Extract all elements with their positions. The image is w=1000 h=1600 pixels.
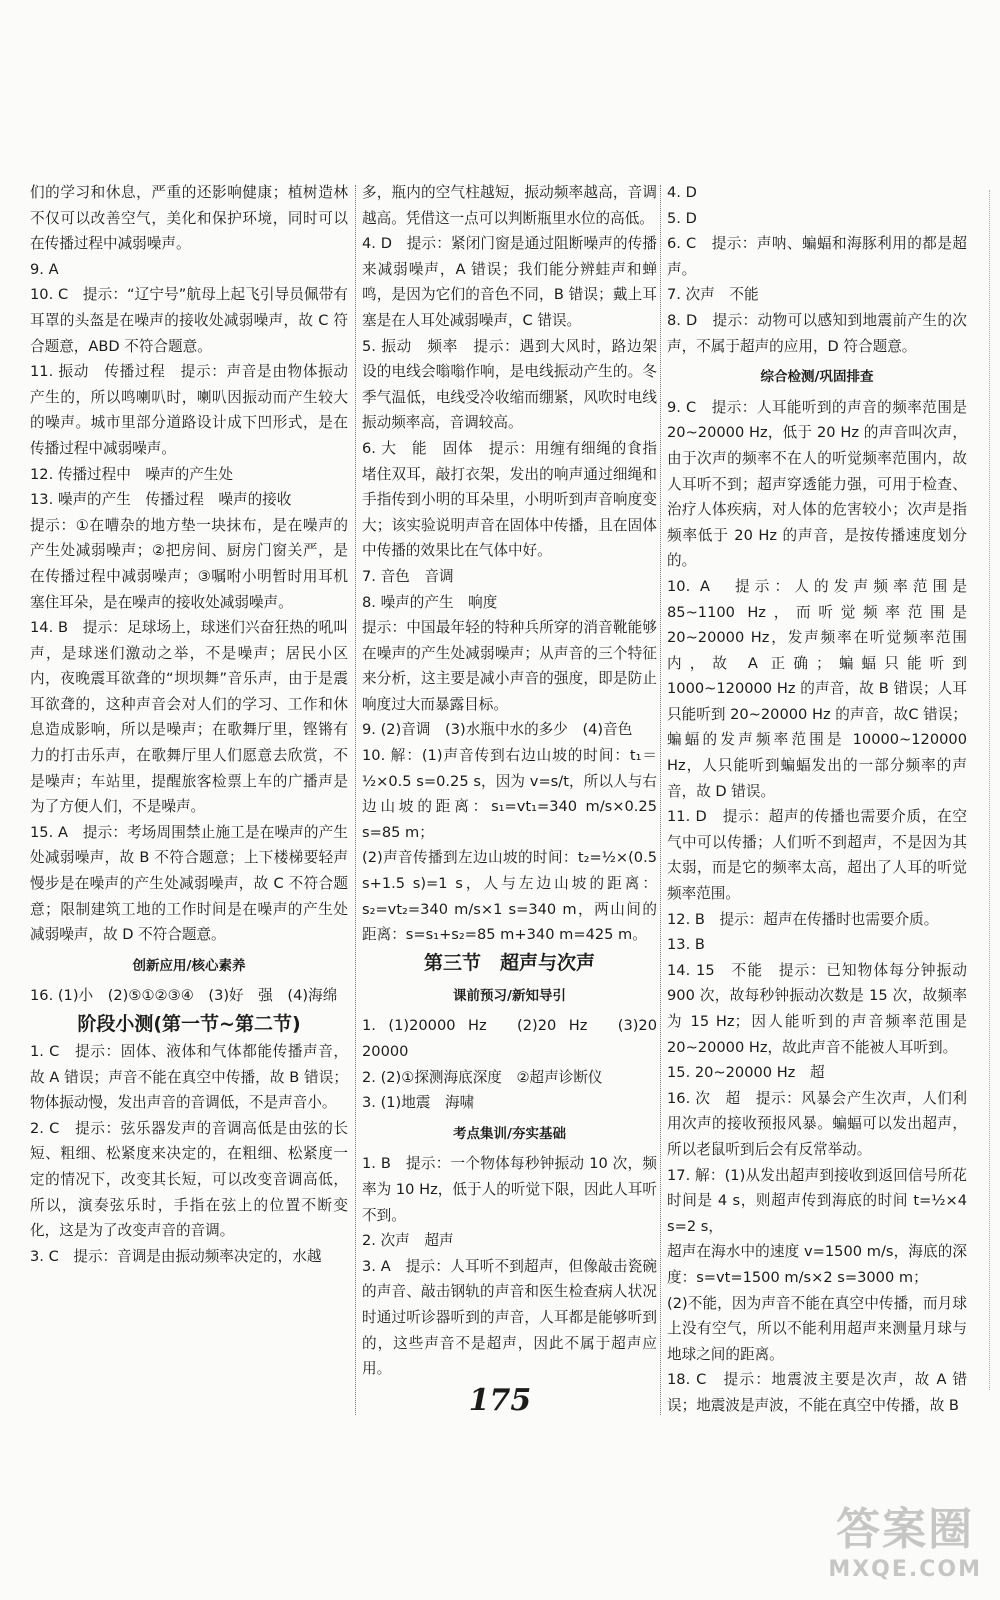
answer-text: 3. A 提示：人耳听不到超声，但像敲击瓷碗的声音、敲击钢轨的声音和医生检查病人状况时通过听诊器听到的声音，人耳都是能够听到的，这些声音不是超声，因此不属于超声应用。: [362, 1257, 657, 1378]
answer-text: 8. D 提示：动物可以感知到地震前产生的次声，不属于超声的应用，D 符合题意。: [667, 311, 967, 355]
chapter-heading: 第三节 超声与次声: [423, 951, 595, 974]
answer-text: 16. 次 超 提示：风暴会产生次声，人们利用次声的接收预报风暴。蝙蝠可以发出超声，所以老鼠听到后会有反常举动。: [667, 1089, 967, 1158]
answer-text: 14. 15 不能 提示：已知物体每分钟振动 900 次，故每秒钟振动次数是 15 次，故频率为 15 Hz；因人能听到的声音频率范围是 20~20000 Hz，故此声音不能被人耳听到。: [667, 961, 967, 1056]
answer-text: 16. (1)小 (2)⑤①②③④ (3)好 强 (4)海绵: [30, 987, 338, 1005]
answer-text: 超声在海水中的速度 v=1500 m/s，海底的深度：s=vt=1500 m/s×2 s=3000 m；: [667, 1243, 967, 1286]
answer-text: (2)不能，因为声音不能在真空中传播，而月球上没有空气，所以不能利用超声来测量月球与地球之间的距离。: [667, 1294, 967, 1363]
section-heading: 考点集训/夯实基础: [453, 1125, 566, 1142]
answer-text: 15. A 提示：考场周围禁止施工是在噪声的产生处减弱噪声，故 B 不符合题意；上下楼梯要轻声慢步是在噪声的产生处减弱噪声，故 C 不符合题意；限制建筑工地的工作时间是在噪声的产生处减弱噪声，故 D 不符合题意。: [30, 823, 348, 944]
answer-text: 13. B: [667, 936, 705, 954]
answer-text: 6. C 提示：声呐、蝙蝠和海豚利用的都是超声。: [667, 235, 967, 278]
answer-column-left: [30, 180, 348, 1269]
answer-text: 1. C 提示：固体、液体和气体都能传播声音，故 A 错误；声音不能在真空中传播，故 B 错误；物体振动慢，发出声音的音调低，不是声音小。: [30, 1043, 348, 1112]
answer-text: 5. 振动 频率 提示：遇到大风时，路边架设的电线会嗡嗡作响，是电线振动产生的。冬季气温低，电线受冷收缩而绷紧，风吹时电线振动频率高，音调较高。: [362, 337, 657, 432]
answer-text: 2. 次声 超声: [362, 1232, 454, 1250]
answer-text: 多，瓶内的空气柱越短，振动频率越高，音调越高。凭借这一点可以判断瓶里水位的高低。: [362, 184, 657, 227]
answer-text: 11. 振动 传播过程 提示：声音是由物体振动产生的，所以鸣喇叭时，喇叭因振动而产生较大的噪声。城市里部分道路设计成下凹形式，是在传播过程中减弱噪声。: [30, 363, 348, 457]
column-divider: [660, 185, 661, 1415]
answer-text: 14. B 提示：足球场上，球迷们兴奋狂热的吼叫声，是球迷们激动之举，不是噪声；居民小区内，夜晚震耳欲聋的“坝坝舞”音乐声，由于是震耳欲聋的，这种声音会对人们的学习、工作和休息造成影响，所以是噪声；在歌舞厅里，铿锵有力的打击乐声，在歌舞厅里人们愿意去欣赏，不是噪声；车站里，提醒旅客检票上车的广播声是为了方便人们，不是噪声。: [30, 619, 348, 816]
answer-text: 4. D 提示：紧闭门窗是通过阻断噪声的传播来减弱噪声，A 错误；我们能分辨蛙声和蝉鸣，是因为它们的音色不同，B 错误；戴上耳塞是在人耳处减弱噪声，C 错误。: [362, 235, 657, 329]
answer-text: 提示：中国最年轻的特种兵所穿的消音靴能够在噪声的产生处减弱噪声；从声音的三个特征来分析，这主要是减小声音的强度，即是防止响度过大而暴露目标。: [362, 619, 657, 713]
answer-text: 15. 20~20000 Hz 超: [667, 1064, 825, 1082]
answer-text: 们的学习和休息，严重的还影响健康；植树造林不仅可以改善空气，美化和保护环境，同时可以在传播过程中减弱噪声。: [30, 184, 348, 253]
answer-text: 11. D 提示：超声的传播也需要介质，在空气中可以传播；人们听不到超声，不是因为其太弱，而是它的频率太高，超出了人耳的听觉频率范围。: [667, 808, 967, 903]
answer-text: 2. C 提示：弦乐器发声的音调高低是由弦的长短、粗细、松紧度来决定的，在粗细、松紧度一定的情况下，改变其长短，可以改变音调高低，所以，演奏弦乐时，手指在弦上的位置不断变化，这是为了改变声音的音调。: [30, 1119, 348, 1240]
answer-text: (2)声音传播到左边山坡的时间：t₂=½×(0.5 s+1.5 s)=1 s，人与左边山坡的距离：s₂=vt₂=340 m/s×1 s=340 m，两山间的距离：s=s₁+s₂=85 m+340 m=425 m。: [362, 849, 657, 944]
page-edge: [989, 190, 998, 1390]
answer-text: 1. (1)20000 Hz (2)20 Hz (3)20 20000: [362, 1017, 672, 1060]
watermark-text: 答案圈: [836, 1504, 975, 1555]
answer-text: 1. B 提示：一个物体每秒钟振动 10 次，频率为 10 Hz，低于人的听觉下限，因此人耳听不到。: [362, 1155, 657, 1224]
answer-text: 3. (1)地震 海啸: [362, 1094, 475, 1112]
answer-text: 9. (2)音调 (3)水瓶中水的多少 (4)音色: [362, 721, 633, 739]
answer-text: 10. C 提示：“辽宁号”航母上起飞引导员佩带有耳罩的头盔是在噪声的接收处减弱噪声，故 C 符合题意，ABD 不符合题意。: [30, 286, 348, 355]
answer-text: 10. 解：(1)声音传到右边山坡的时间：t₁＝½×0.5 s=0.25 s，因为 v=s/t，所以人与右边山坡的距离：s₁=vt₁=340 m/s×0.25 s=85 m；: [362, 747, 657, 841]
answer-text: 7. 音色 音调: [362, 567, 454, 585]
answer-text: 9. A: [30, 260, 59, 278]
answer-column-right: [667, 180, 967, 1419]
section-heading: 创新应用/核心素养: [132, 957, 246, 974]
answer-text: 8. 噪声的产生 响度: [362, 593, 498, 611]
section-heading: 综合检测/巩固排查: [760, 369, 874, 386]
answer-text: 12. B 提示：超声在传播时也需要介质。: [667, 910, 939, 928]
section-heading: 课前预习/新知导引: [453, 987, 566, 1004]
answer-column-middle: [362, 180, 672, 1382]
column-divider: [355, 185, 356, 1415]
answer-text: 18. C 提示：地震波主要是次声，故 A 错误；地震波是声波，不能在真空中传播，故 B: [667, 1371, 967, 1414]
answer-text: 2. (2)①探测海底深度 ②超声诊断仪: [362, 1068, 603, 1086]
answer-text: 17. 解：(1)从发出超声到接收到返回信号所花时间是 4 s，则超声传到海底的时间 t=½×4 s=2 s，: [667, 1166, 967, 1235]
answer-text: 7. 次声 不能: [667, 286, 759, 304]
watermark-logo: [828, 1493, 982, 1582]
page-number: 175: [468, 1383, 532, 1418]
answer-text: 5. D: [667, 209, 697, 227]
chapter-heading: 阶段小测(第一节~第二节): [77, 1013, 301, 1035]
answer-text: 10. A 提示：人的发声频率范围是 85~1100 Hz，而听觉频率范围是 20~20000 Hz，发声频率在听觉频率范围内，故 A 正确；蝙蝠只能听到 1000~120000 Hz 的声音，故 B 错误；人耳只能听到 20~20000 Hz 的声音，故C 错误；蝙蝠的发声频率范围是 10000~120000 Hz，人只能听到蝙蝠发出的一部分频率的声音，故 D 错误。: [667, 577, 967, 800]
answer-text: 13. 噪声的产生 传播过程 噪声的接收: [30, 491, 292, 509]
answer-text: 6. 大 能 固体 提示：用缠有细绳的食指堵住双耳，敲打衣架，发出的响声通过细绳和手指传到小明的耳朵里，小明听到声音响度变大；该实验说明声音在固体中传播，且在固体中传播的效果比在气体中好。: [362, 439, 657, 560]
answer-text: 提示：①在嘈杂的地方垫一块抹布，是在噪声的产生处减弱噪声；②把房间、厨房门窗关严，是在传播过程中减弱噪声；③嘱咐小明暂时用耳机塞住耳朵，是在噪声的接收处减弱噪声。: [30, 516, 348, 611]
answer-text: 12. 传播过程中 噪声的产生处: [30, 465, 233, 483]
answer-text: 9. C 提示：人耳能听到的声音的频率范围是 20~20000 Hz，低于 20 Hz 的声音叫次声，由于次声的频率不在人的听觉频率范围内，故人耳听不到；超声穿透能力强，可用于检查、治疗人体疾病，对人体的危害较小；次声是指频率低于 20 Hz 的声音，是按传播速度划分的。: [667, 398, 967, 570]
watermark-url: MXQE.COM: [828, 1557, 982, 1582]
answer-text: 3. C 提示：音调是由振动频率决定的，水越: [30, 1247, 322, 1265]
answer-text: 4. D: [667, 184, 697, 201]
